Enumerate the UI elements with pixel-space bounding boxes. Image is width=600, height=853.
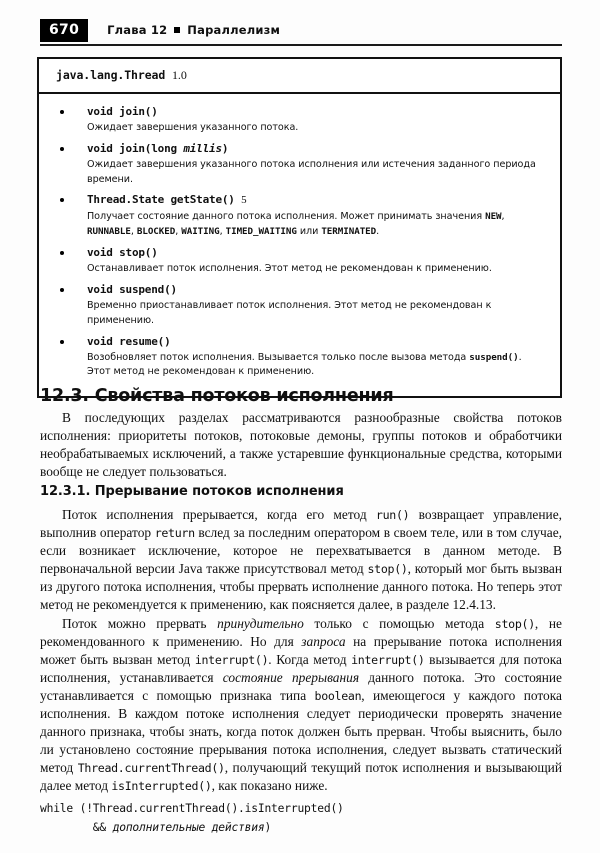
paragraph-1 xyxy=(40,506,562,615)
bullet-icon xyxy=(60,198,64,202)
p2-t2: только с помощью метода xyxy=(303,615,495,631)
p1-code-return: return xyxy=(154,526,195,541)
code-line-1: while (!Thread.currentThread().isInterrupted() xyxy=(40,802,344,815)
page-number: 670 xyxy=(40,19,88,42)
p1-t3: вслед за последним оператором в своем теле, или в том случае, если возникает исключение, которое не перехватывается в данном методе. В первоначальной версии Java также присутствовал метод xyxy=(40,525,562,577)
api-entry xyxy=(53,282,546,329)
enum-const: TERMINATED xyxy=(321,226,377,238)
api-sig-param: millis xyxy=(183,141,222,155)
p1-t4: , который мог быть вызван из другого потока исполнения, чтобы прервать исполнение данного потока. Но теперь этот метод не рекомендуется к применению, как поясняется далее, в разделе 12.4.13. xyxy=(40,561,562,613)
api-reference-box xyxy=(37,57,562,398)
p2-italic-interrupted-state: состояние прерывания xyxy=(222,669,360,685)
code-line-2 xyxy=(40,819,562,838)
p2-t1: Поток можно прервать xyxy=(62,615,218,631)
sep: или xyxy=(296,226,322,238)
enum-const: BLOCKED xyxy=(136,226,176,238)
header-divider xyxy=(40,44,562,46)
code-line-2-indent: && xyxy=(40,820,113,834)
api-since-version: 5 xyxy=(241,194,247,207)
header-chapter-title xyxy=(107,23,280,37)
p2-code-boolean: boolean xyxy=(314,688,362,703)
enum-const: TIMED_WAITING xyxy=(225,226,297,238)
api-entry xyxy=(53,104,546,136)
code-sample xyxy=(40,800,562,837)
p2-code-is-interrupted: isInterrupted() xyxy=(111,779,212,794)
p2-code-stop: stop() xyxy=(494,616,535,631)
api-method-description: Ожидает завершения указанного потока исполнения или истечения заданного периода времени. xyxy=(87,158,536,185)
chapter-label: Глава 12 xyxy=(107,23,168,37)
square-marker-icon xyxy=(174,27,180,33)
api-sig-text: Thread.State getState() xyxy=(87,193,235,207)
api-entry xyxy=(53,141,546,188)
enum-const: RUNNABLE xyxy=(87,226,131,238)
paragraph-2 xyxy=(40,615,562,796)
bullet-icon xyxy=(60,147,64,151)
p2-t9: , получающий текущий поток исполнения и вызывающий далее метод xyxy=(40,760,563,794)
api-method-signature xyxy=(53,104,546,120)
p2-t7: данного потока. Это состояние устанавливается с помощью признака типа xyxy=(40,669,563,703)
p2-t4: на прерывание потока исполнения может быть вызван метод xyxy=(40,633,563,667)
p2-code-current-thread: Thread.currentThread() xyxy=(77,761,225,776)
api-sig-text: void stop() xyxy=(87,246,158,260)
enum-const: NEW xyxy=(485,211,502,223)
desc-text: Возобновляет поток исполнения. Вызывается только после вызова метода xyxy=(87,351,470,363)
p2-t6: вызывается для потока исполнения, устанавливается xyxy=(40,651,562,685)
api-method-signature xyxy=(53,141,546,157)
api-method-signature xyxy=(53,282,546,298)
p2-code-interrupt-2: interrupt() xyxy=(351,652,425,667)
sep: , xyxy=(501,211,505,223)
enum-const: WAITING xyxy=(181,226,220,238)
p2-t8: , имеющегося у каждого потока исполнения. В каждом потоке исполнения следует периодически проверять значение данного признака, чтобы знать, когда поток должен быть прерван. Чтобы выяснить, было ли установлено состояние прерывания потока исполнения, следует вызвать статический метод xyxy=(40,687,562,776)
api-box-title xyxy=(39,59,560,94)
p2-t3: , не рекомендованного к применению. Но для xyxy=(40,615,562,649)
api-class-name: java.lang.Thread xyxy=(56,68,166,82)
api-method-signature xyxy=(53,192,546,209)
sep: , xyxy=(219,226,226,238)
api-entry xyxy=(53,192,546,240)
p2-t10: , как показано ниже. xyxy=(211,778,328,794)
intro-paragraph-block xyxy=(40,409,562,481)
api-method-description xyxy=(53,351,546,381)
api-method-signature xyxy=(53,334,546,350)
p2-italic-request: запроса xyxy=(301,633,346,649)
sep: , xyxy=(175,226,182,238)
api-method-description: Ожидает завершения указанного потока. xyxy=(87,121,299,133)
api-method-signature xyxy=(53,245,546,261)
p1-code-stop: stop() xyxy=(367,562,408,577)
bullet-icon xyxy=(60,288,64,292)
p2-code-interrupt-1: interrupt() xyxy=(194,652,269,667)
code-ref: suspend() xyxy=(469,351,519,363)
chapter-topic-label: Параллелизм xyxy=(187,23,281,37)
section-heading-12-3-1: 12.3.1. Прерывание потоков исполнения xyxy=(40,484,344,499)
api-entry-list xyxy=(39,94,560,396)
api-sig-tail: ) xyxy=(221,141,229,155)
p1-t2: возвращает управление, выполнив оператор xyxy=(40,507,562,541)
bullet-icon xyxy=(60,110,64,114)
api-sig-text: void join() xyxy=(87,105,158,118)
bullet-icon xyxy=(60,251,64,255)
sep: . xyxy=(376,226,380,238)
body-text-block xyxy=(40,506,562,796)
section-heading-12-3: 12.3. Свойства потоков исполнения xyxy=(40,386,394,406)
api-entry xyxy=(53,245,546,277)
p2-italic-forcibly: принудительно xyxy=(217,615,304,631)
api-sig-text: void suspend() xyxy=(87,282,177,296)
bullet-icon xyxy=(60,340,64,344)
code-line-2-tail: ) xyxy=(264,820,272,834)
sep: , xyxy=(130,226,137,238)
api-entry xyxy=(53,334,546,381)
api-class-version: 1.0 xyxy=(172,68,187,82)
desc-text: Получает состояние данного потока исполнения. Может принимать значения xyxy=(87,211,486,223)
api-method-description: Временно приостанавливает поток исполнения. Этот метод не рекомендован к применению. xyxy=(87,299,492,326)
api-sig-text: void join(long xyxy=(87,141,184,155)
p1-t1: Поток исполнения прерывается, когда его метод xyxy=(62,507,376,522)
running-header xyxy=(40,17,562,43)
p1-code-run: run() xyxy=(375,508,410,522)
code-line-2-italic: дополнительные действия xyxy=(112,820,265,834)
api-sig-text: void resume() xyxy=(87,334,171,348)
api-method-description xyxy=(53,210,546,240)
desc-text-2: . Этот метод не рекомендован к применению. xyxy=(87,351,522,378)
api-method-description: Останавливает поток исполнения. Этот метод не рекомендован к применению. xyxy=(87,263,492,275)
intro-paragraph: В последующих разделах рассматриваются разнообразные свойства потоков исполнения: приоритеты потоков, потоковые демоны, группы потоков и обработчики необрабатываемых исключений, а также устаревшие функциональные средства, которыми вообще не следует пользоваться. xyxy=(40,410,562,480)
p2-t5: . Когда метод xyxy=(268,651,352,667)
